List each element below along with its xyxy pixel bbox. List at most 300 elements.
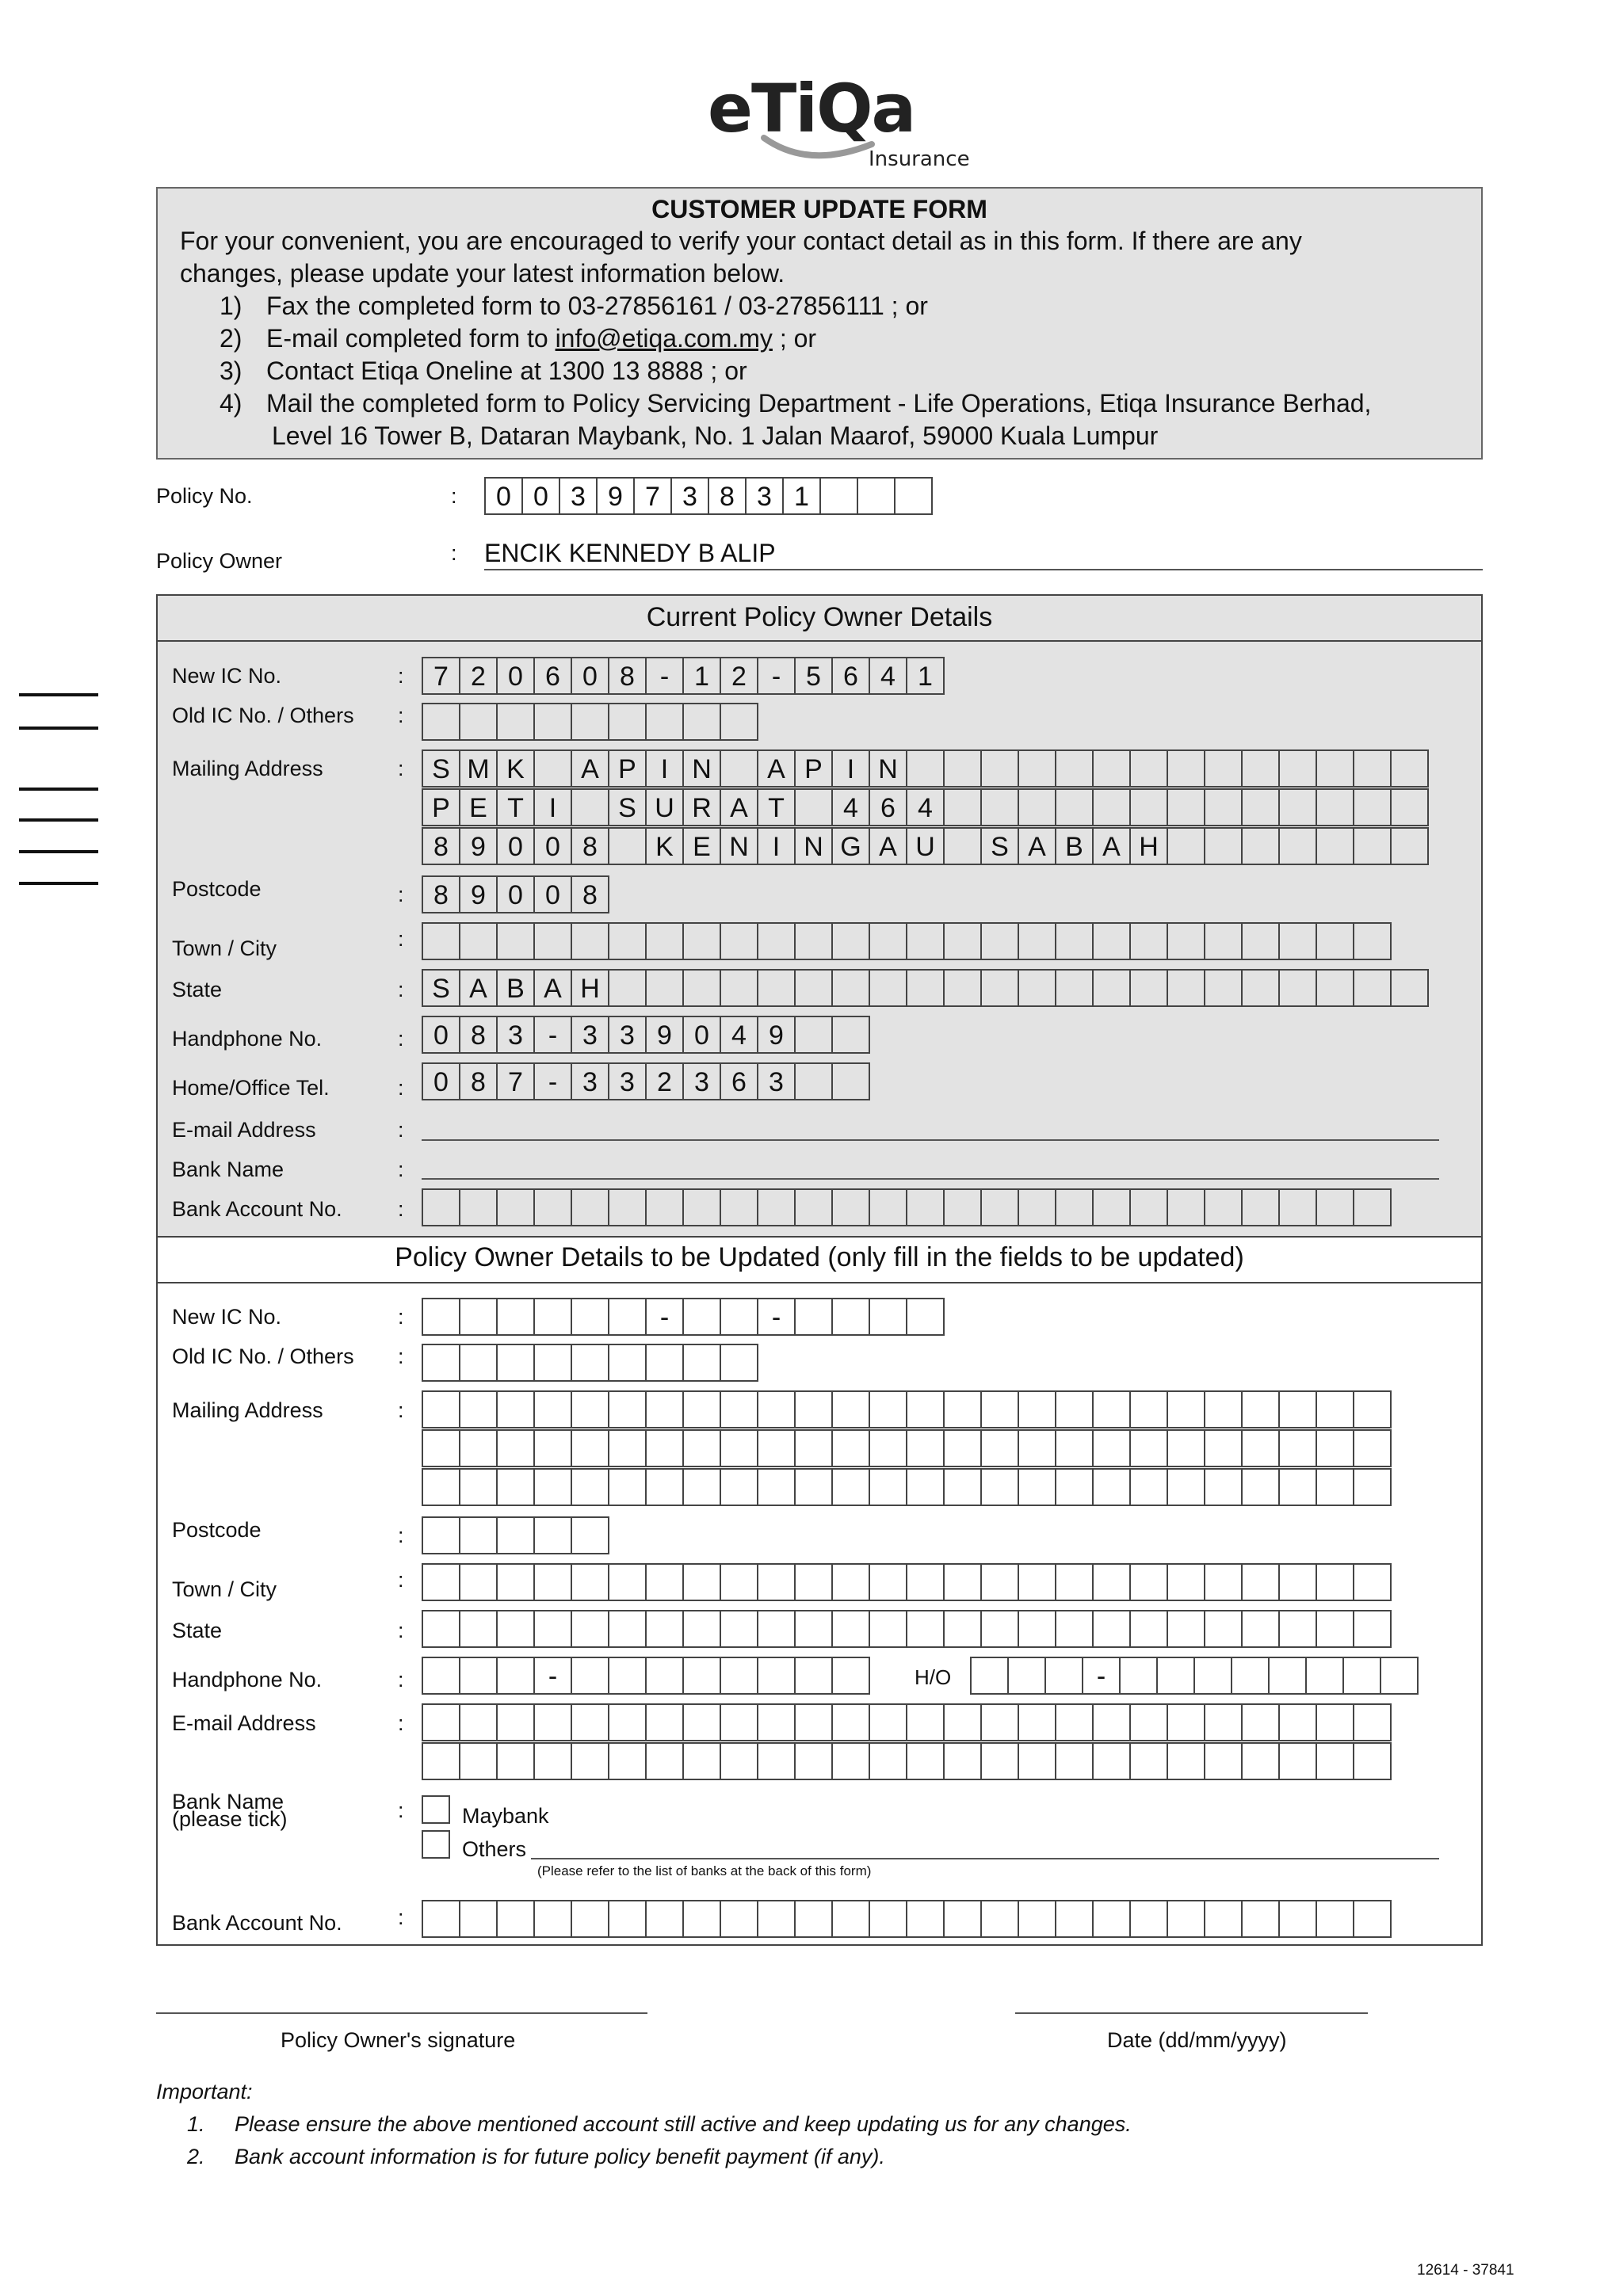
char-cell[interactable]: [758, 1563, 796, 1601]
char-cell[interactable]: [1317, 1610, 1354, 1648]
char-cell[interactable]: [858, 477, 896, 515]
char-cell[interactable]: [1019, 1429, 1056, 1467]
char-cell[interactable]: [796, 788, 833, 826]
char-cell[interactable]: [1056, 1610, 1094, 1648]
char-cell[interactable]: [1019, 1563, 1056, 1601]
char-cell[interactable]: [833, 1062, 870, 1100]
char-cell[interactable]: [684, 969, 721, 1007]
char-cell[interactable]: [1317, 827, 1354, 865]
char-cell[interactable]: [1168, 1900, 1205, 1938]
char-cell[interactable]: [684, 703, 721, 741]
char-cell[interactable]: [1354, 1429, 1392, 1467]
char-cell[interactable]: [1280, 749, 1317, 788]
char-cell[interactable]: [684, 1188, 721, 1226]
char-cell[interactable]: [1056, 749, 1094, 788]
char-cell[interactable]: [721, 1468, 758, 1506]
char-cell[interactable]: [1056, 1429, 1094, 1467]
char-cell[interactable]: [721, 1610, 758, 1648]
char-cell[interactable]: [1317, 749, 1354, 788]
char-cell[interactable]: I: [758, 827, 796, 865]
update-bank-account-field[interactable]: [422, 1900, 1392, 1938]
date-line[interactable]: [1015, 2012, 1368, 2014]
char-cell[interactable]: [945, 1742, 982, 1780]
char-cell[interactable]: [1354, 969, 1392, 1007]
char-cell[interactable]: [423, 922, 460, 960]
char-cell[interactable]: [870, 922, 907, 960]
char-cell[interactable]: [1121, 1657, 1158, 1695]
char-cell[interactable]: [1094, 1703, 1131, 1741]
char-cell[interactable]: [796, 1188, 833, 1226]
char-cell[interactable]: [609, 703, 647, 741]
char-cell[interactable]: [647, 1742, 684, 1780]
char-cell[interactable]: [1205, 922, 1243, 960]
char-cell[interactable]: [721, 703, 758, 741]
char-cell[interactable]: [721, 1298, 758, 1336]
char-cell[interactable]: [870, 1742, 907, 1780]
char-cell[interactable]: [1056, 1742, 1094, 1780]
char-cell[interactable]: [982, 1429, 1019, 1467]
char-cell[interactable]: [423, 1188, 460, 1226]
char-cell[interactable]: 0: [684, 1016, 721, 1054]
char-cell[interactable]: 0: [486, 477, 523, 515]
char-cell[interactable]: [609, 1298, 647, 1336]
char-cell[interactable]: [1280, 1742, 1317, 1780]
char-cell[interactable]: [498, 922, 535, 960]
char-cell[interactable]: [1243, 1390, 1280, 1428]
char-cell[interactable]: [535, 1188, 572, 1226]
char-cell[interactable]: [1205, 749, 1243, 788]
char-cell[interactable]: [609, 969, 647, 1007]
char-cell[interactable]: 3: [560, 477, 598, 515]
current-new-ic-field[interactable]: [422, 657, 945, 695]
char-cell[interactable]: [1195, 1657, 1232, 1695]
char-cell[interactable]: [1094, 1188, 1131, 1226]
char-cell[interactable]: [684, 1390, 721, 1428]
char-cell[interactable]: [1354, 1390, 1392, 1428]
char-cell[interactable]: [1317, 922, 1354, 960]
char-cell[interactable]: U: [907, 827, 945, 865]
char-cell[interactable]: 9: [758, 1016, 796, 1054]
char-cell[interactable]: [647, 922, 684, 960]
char-cell[interactable]: [982, 749, 1019, 788]
char-cell[interactable]: [1243, 1563, 1280, 1601]
char-cell[interactable]: [758, 922, 796, 960]
char-cell[interactable]: [907, 1429, 945, 1467]
char-cell[interactable]: [1019, 1468, 1056, 1506]
char-cell[interactable]: [870, 1468, 907, 1506]
char-cell[interactable]: 8: [460, 1016, 498, 1054]
char-cell[interactable]: 3: [684, 1062, 721, 1100]
char-cell[interactable]: [498, 1563, 535, 1601]
current-bank-name-line[interactable]: [422, 1178, 1439, 1180]
char-cell[interactable]: [423, 1344, 460, 1382]
char-cell[interactable]: [684, 1344, 721, 1382]
char-cell[interactable]: [833, 1298, 870, 1336]
char-cell[interactable]: [1168, 1429, 1205, 1467]
char-cell[interactable]: [1205, 827, 1243, 865]
update-new-ic-field[interactable]: [422, 1298, 945, 1336]
char-cell[interactable]: A: [1019, 827, 1056, 865]
char-cell[interactable]: [1381, 1657, 1419, 1695]
char-cell[interactable]: [1205, 788, 1243, 826]
char-cell[interactable]: [423, 1900, 460, 1938]
char-cell[interactable]: [945, 969, 982, 1007]
char-cell[interactable]: [721, 1344, 758, 1382]
char-cell[interactable]: [796, 1900, 833, 1938]
char-cell[interactable]: N: [870, 749, 907, 788]
char-cell[interactable]: [1354, 1703, 1392, 1741]
char-cell[interactable]: M: [460, 749, 498, 788]
char-cell[interactable]: [647, 1468, 684, 1506]
char-cell[interactable]: 3: [609, 1062, 647, 1100]
char-cell[interactable]: [609, 1703, 647, 1741]
char-cell[interactable]: [982, 1468, 1019, 1506]
char-cell[interactable]: [1131, 922, 1168, 960]
char-cell[interactable]: [1243, 1703, 1280, 1741]
current-handphone-field[interactable]: [422, 1016, 870, 1054]
char-cell[interactable]: E: [684, 827, 721, 865]
char-cell[interactable]: [460, 922, 498, 960]
char-cell[interactable]: [758, 1703, 796, 1741]
char-cell[interactable]: [907, 1188, 945, 1226]
char-cell[interactable]: 4: [721, 1016, 758, 1054]
char-cell[interactable]: [721, 1563, 758, 1601]
char-cell[interactable]: [647, 1610, 684, 1648]
char-cell[interactable]: [1131, 1429, 1168, 1467]
char-cell[interactable]: 9: [647, 1016, 684, 1054]
char-cell[interactable]: 1: [907, 657, 945, 695]
char-cell[interactable]: [647, 1703, 684, 1741]
char-cell[interactable]: [1392, 969, 1429, 1007]
char-cell[interactable]: [684, 1900, 721, 1938]
char-cell[interactable]: [647, 1344, 684, 1382]
char-cell[interactable]: [721, 1657, 758, 1695]
char-cell[interactable]: 9: [460, 827, 498, 865]
char-cell[interactable]: [945, 1900, 982, 1938]
char-cell[interactable]: [1392, 749, 1429, 788]
char-cell[interactable]: 0: [572, 657, 609, 695]
char-cell[interactable]: [1280, 827, 1317, 865]
char-cell[interactable]: [1131, 1742, 1168, 1780]
char-cell[interactable]: [982, 788, 1019, 826]
char-cell[interactable]: [498, 1610, 535, 1648]
char-cell[interactable]: [647, 969, 684, 1007]
char-cell[interactable]: [535, 703, 572, 741]
current-state-field[interactable]: [422, 969, 1429, 1007]
char-cell[interactable]: 6: [870, 788, 907, 826]
char-cell[interactable]: [1019, 749, 1056, 788]
char-cell[interactable]: 8: [460, 1062, 498, 1100]
char-cell[interactable]: S: [609, 788, 647, 826]
update-ho-field[interactable]: [970, 1657, 1419, 1695]
char-cell[interactable]: [982, 1610, 1019, 1648]
char-cell[interactable]: B: [498, 969, 535, 1007]
char-cell[interactable]: [647, 703, 684, 741]
char-cell[interactable]: [1168, 1563, 1205, 1601]
char-cell[interactable]: [1280, 1429, 1317, 1467]
char-cell[interactable]: [609, 1610, 647, 1648]
char-cell[interactable]: [423, 703, 460, 741]
char-cell[interactable]: [572, 1703, 609, 1741]
char-cell[interactable]: [1307, 1657, 1344, 1695]
char-cell[interactable]: [572, 788, 609, 826]
char-cell[interactable]: S: [982, 827, 1019, 865]
char-cell[interactable]: A: [870, 827, 907, 865]
char-cell[interactable]: [647, 1390, 684, 1428]
char-cell[interactable]: [1094, 1468, 1131, 1506]
char-cell[interactable]: [1317, 1468, 1354, 1506]
char-cell[interactable]: [1317, 788, 1354, 826]
char-cell[interactable]: [460, 1610, 498, 1648]
char-cell[interactable]: [1019, 969, 1056, 1007]
update-address-line-3[interactable]: [422, 1468, 1392, 1506]
char-cell[interactable]: [796, 969, 833, 1007]
char-cell[interactable]: [647, 1429, 684, 1467]
char-cell[interactable]: P: [796, 749, 833, 788]
char-cell[interactable]: 6: [721, 1062, 758, 1100]
char-cell[interactable]: [647, 1900, 684, 1938]
char-cell[interactable]: [1243, 1429, 1280, 1467]
char-cell[interactable]: [647, 1188, 684, 1226]
char-cell[interactable]: 3: [572, 1016, 609, 1054]
char-cell[interactable]: 2: [647, 1062, 684, 1100]
policy-no-field[interactable]: [484, 477, 933, 515]
char-cell[interactable]: [907, 749, 945, 788]
char-cell[interactable]: [498, 1188, 535, 1226]
char-cell[interactable]: I: [647, 749, 684, 788]
char-cell[interactable]: [1354, 1188, 1392, 1226]
char-cell[interactable]: [1056, 1188, 1094, 1226]
char-cell[interactable]: [1243, 788, 1280, 826]
char-cell[interactable]: [758, 1429, 796, 1467]
char-cell[interactable]: [1354, 827, 1392, 865]
others-bank-line[interactable]: [531, 1858, 1439, 1859]
char-cell[interactable]: 3: [609, 1016, 647, 1054]
char-cell[interactable]: [1205, 1742, 1243, 1780]
char-cell[interactable]: [1354, 749, 1392, 788]
char-cell[interactable]: [423, 1516, 460, 1554]
char-cell[interactable]: [1168, 1742, 1205, 1780]
char-cell[interactable]: [498, 1742, 535, 1780]
char-cell[interactable]: 3: [498, 1016, 535, 1054]
char-cell[interactable]: [1019, 1390, 1056, 1428]
char-cell[interactable]: [982, 1188, 1019, 1226]
char-cell[interactable]: [1232, 1657, 1270, 1695]
char-cell[interactable]: I: [535, 788, 572, 826]
char-cell[interactable]: [1280, 788, 1317, 826]
char-cell[interactable]: [1056, 1390, 1094, 1428]
char-cell[interactable]: [821, 477, 858, 515]
char-cell[interactable]: [870, 1563, 907, 1601]
char-cell[interactable]: [572, 922, 609, 960]
char-cell[interactable]: [1168, 1610, 1205, 1648]
char-cell[interactable]: [609, 1468, 647, 1506]
char-cell[interactable]: [1019, 1188, 1056, 1226]
char-cell[interactable]: -: [535, 1016, 572, 1054]
char-cell[interactable]: 3: [672, 477, 709, 515]
char-cell[interactable]: [1056, 1900, 1094, 1938]
char-cell[interactable]: 2: [721, 657, 758, 695]
update-handphone-field[interactable]: [422, 1657, 870, 1695]
char-cell[interactable]: B: [1056, 827, 1094, 865]
char-cell[interactable]: [609, 827, 647, 865]
char-cell[interactable]: [1243, 1900, 1280, 1938]
char-cell[interactable]: [1131, 788, 1168, 826]
char-cell[interactable]: [758, 969, 796, 1007]
char-cell[interactable]: [423, 1298, 460, 1336]
char-cell[interactable]: [1094, 1563, 1131, 1601]
char-cell[interactable]: [796, 1742, 833, 1780]
char-cell[interactable]: [796, 922, 833, 960]
char-cell[interactable]: [684, 1703, 721, 1741]
char-cell[interactable]: [1094, 1742, 1131, 1780]
char-cell[interactable]: 0: [498, 657, 535, 695]
char-cell[interactable]: [460, 1900, 498, 1938]
char-cell[interactable]: 8: [609, 657, 647, 695]
char-cell[interactable]: [833, 922, 870, 960]
char-cell[interactable]: [1243, 749, 1280, 788]
char-cell[interactable]: -: [647, 657, 684, 695]
char-cell[interactable]: [907, 1390, 945, 1428]
char-cell[interactable]: [982, 1703, 1019, 1741]
char-cell[interactable]: [1243, 1188, 1280, 1226]
char-cell[interactable]: [1354, 1610, 1392, 1648]
char-cell[interactable]: [796, 1703, 833, 1741]
char-cell[interactable]: A: [1094, 827, 1131, 865]
char-cell[interactable]: [1205, 1468, 1243, 1506]
char-cell[interactable]: [870, 1703, 907, 1741]
char-cell[interactable]: [460, 1742, 498, 1780]
char-cell[interactable]: [1019, 1610, 1056, 1648]
char-cell[interactable]: 8: [709, 477, 747, 515]
char-cell[interactable]: [1317, 1742, 1354, 1780]
char-cell[interactable]: 0: [535, 875, 572, 913]
char-cell[interactable]: [1280, 1703, 1317, 1741]
char-cell[interactable]: [1270, 1657, 1307, 1695]
char-cell[interactable]: I: [833, 749, 870, 788]
char-cell[interactable]: [1280, 1900, 1317, 1938]
char-cell[interactable]: 3: [747, 477, 784, 515]
char-cell[interactable]: [1354, 1742, 1392, 1780]
char-cell[interactable]: [870, 969, 907, 1007]
char-cell[interactable]: [833, 1610, 870, 1648]
char-cell[interactable]: [758, 1468, 796, 1506]
char-cell[interactable]: [833, 969, 870, 1007]
char-cell[interactable]: [1168, 922, 1205, 960]
char-cell[interactable]: -: [647, 1298, 684, 1336]
char-cell[interactable]: A: [721, 788, 758, 826]
char-cell[interactable]: 7: [635, 477, 672, 515]
char-cell[interactable]: [684, 922, 721, 960]
char-cell[interactable]: 5: [796, 657, 833, 695]
char-cell[interactable]: [907, 1298, 945, 1336]
char-cell[interactable]: [1094, 969, 1131, 1007]
char-cell[interactable]: [1158, 1657, 1195, 1695]
char-cell[interactable]: [1317, 1429, 1354, 1467]
char-cell[interactable]: 6: [833, 657, 870, 695]
char-cell[interactable]: [572, 703, 609, 741]
char-cell[interactable]: [721, 922, 758, 960]
char-cell[interactable]: [796, 1610, 833, 1648]
char-cell[interactable]: [1168, 1468, 1205, 1506]
char-cell[interactable]: [1131, 1390, 1168, 1428]
char-cell[interactable]: K: [498, 749, 535, 788]
char-cell[interactable]: [796, 1298, 833, 1336]
char-cell[interactable]: [460, 1657, 498, 1695]
char-cell[interactable]: [721, 1703, 758, 1741]
char-cell[interactable]: [609, 1900, 647, 1938]
char-cell[interactable]: [945, 788, 982, 826]
char-cell[interactable]: [1046, 1657, 1083, 1695]
char-cell[interactable]: [1354, 922, 1392, 960]
char-cell[interactable]: [684, 1742, 721, 1780]
char-cell[interactable]: [907, 1703, 945, 1741]
char-cell[interactable]: [498, 1703, 535, 1741]
char-cell[interactable]: [1056, 969, 1094, 1007]
char-cell[interactable]: 0: [423, 1062, 460, 1100]
char-cell[interactable]: 8: [572, 827, 609, 865]
char-cell[interactable]: [609, 1657, 647, 1695]
char-cell[interactable]: P: [423, 788, 460, 826]
char-cell[interactable]: [982, 1742, 1019, 1780]
char-cell[interactable]: [945, 1390, 982, 1428]
char-cell[interactable]: [796, 1657, 833, 1695]
char-cell[interactable]: [1131, 969, 1168, 1007]
char-cell[interactable]: [833, 1703, 870, 1741]
char-cell[interactable]: [423, 1657, 460, 1695]
char-cell[interactable]: 1: [784, 477, 821, 515]
char-cell[interactable]: [721, 1188, 758, 1226]
char-cell[interactable]: [572, 1610, 609, 1648]
char-cell[interactable]: [1317, 1900, 1354, 1938]
char-cell[interactable]: 9: [598, 477, 635, 515]
char-cell[interactable]: [1354, 1900, 1392, 1938]
char-cell[interactable]: [833, 1657, 870, 1695]
char-cell[interactable]: [1094, 749, 1131, 788]
char-cell[interactable]: 7: [423, 657, 460, 695]
char-cell[interactable]: [1056, 922, 1094, 960]
char-cell[interactable]: [1280, 1188, 1317, 1226]
char-cell[interactable]: [1280, 969, 1317, 1007]
char-cell[interactable]: U: [647, 788, 684, 826]
char-cell[interactable]: [1392, 788, 1429, 826]
char-cell[interactable]: [758, 1610, 796, 1648]
char-cell[interactable]: [982, 922, 1019, 960]
char-cell[interactable]: [572, 1516, 609, 1554]
update-town-field[interactable]: [422, 1563, 1392, 1601]
char-cell[interactable]: [945, 922, 982, 960]
char-cell[interactable]: [423, 1429, 460, 1467]
char-cell[interactable]: 0: [498, 875, 535, 913]
char-cell[interactable]: [1280, 1563, 1317, 1601]
char-cell[interactable]: [535, 1703, 572, 1741]
char-cell[interactable]: [721, 1742, 758, 1780]
char-cell[interactable]: [572, 1657, 609, 1695]
update-state-field[interactable]: [422, 1610, 1392, 1648]
char-cell[interactable]: [758, 1188, 796, 1226]
char-cell[interactable]: [609, 1742, 647, 1780]
char-cell[interactable]: [1168, 788, 1205, 826]
char-cell[interactable]: [460, 1390, 498, 1428]
char-cell[interactable]: [460, 1429, 498, 1467]
char-cell[interactable]: [907, 1742, 945, 1780]
char-cell[interactable]: 0: [423, 1016, 460, 1054]
char-cell[interactable]: [572, 1298, 609, 1336]
char-cell[interactable]: 3: [572, 1062, 609, 1100]
char-cell[interactable]: [1168, 1703, 1205, 1741]
char-cell[interactable]: [1131, 749, 1168, 788]
char-cell[interactable]: 0: [498, 827, 535, 865]
